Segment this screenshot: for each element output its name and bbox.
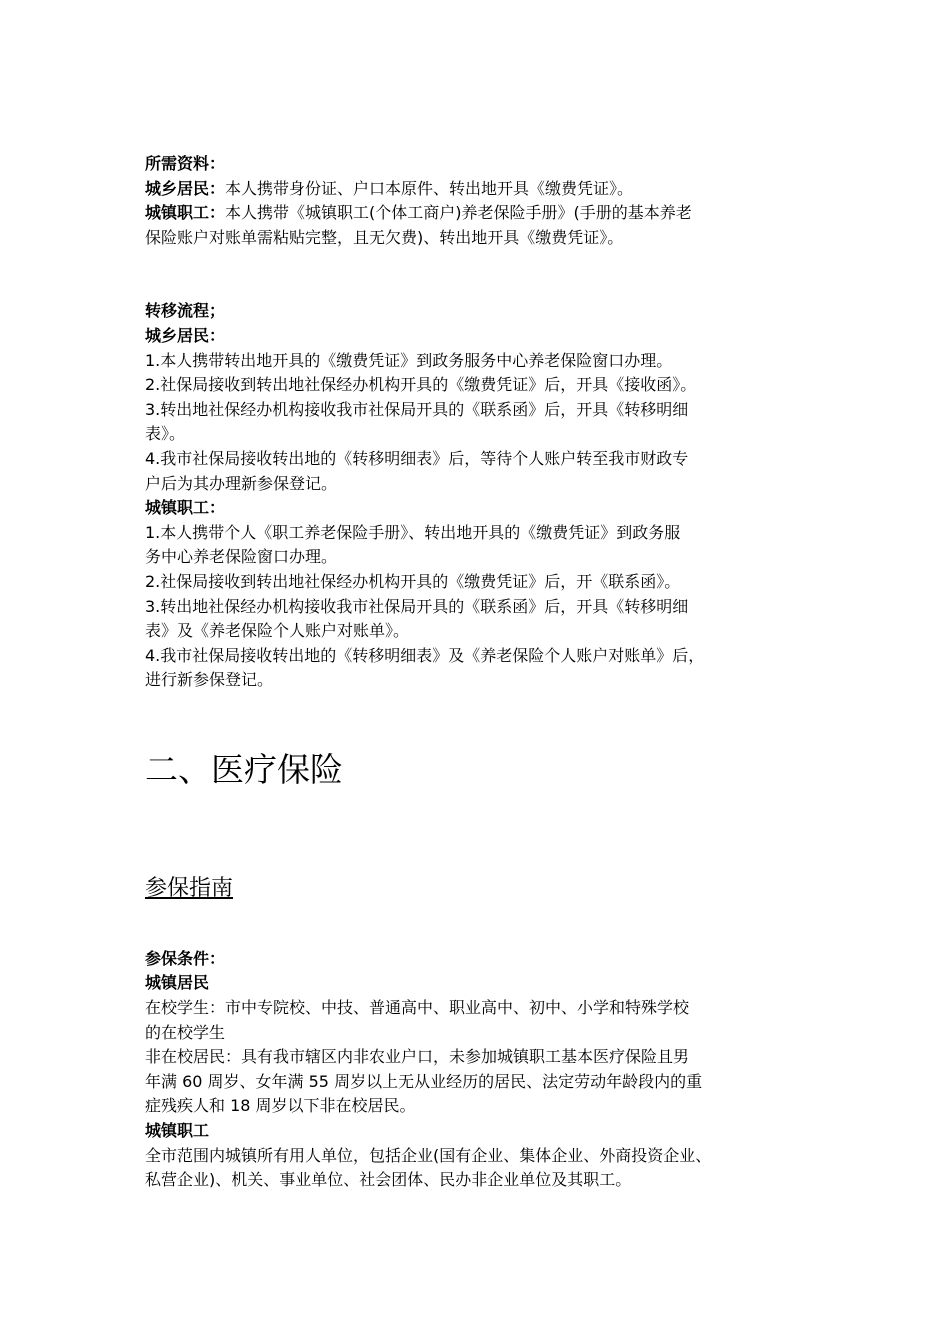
process-urban-worker-label: 城镇职工： bbox=[145, 498, 226, 518]
urban-resident-label: 城镇居民 bbox=[145, 973, 210, 993]
document-page bbox=[145, 152, 825, 1193]
required-urban-worker-text: 本人携带《城镇职工(个体工商户)养老保险手册》(手册的基本养老 bbox=[225, 203, 692, 223]
urban-resident-line: 的在校学生 bbox=[145, 1022, 226, 1042]
required-urban-rural-text: 本人携带身份证、户口本原件、转出地开具《缴费凭证》。 bbox=[225, 178, 634, 198]
spacer bbox=[145, 904, 825, 947]
process-urban-rural-step: 表》。 bbox=[145, 424, 186, 444]
process-urban-rural-step: 3.转出地社保经办机构接收我市社保局开具的《联系函》后，开具《转移明细 bbox=[145, 399, 689, 419]
process-urban-worker-step: 2.社保局接收到转出地社保经办机构开具的《缴费凭证》后，开《联系函》。 bbox=[145, 571, 681, 591]
process-urban-worker-step: 务中心养老保险窗口办理。 bbox=[145, 547, 338, 567]
required-urban-worker bbox=[145, 201, 825, 226]
process-urban-rural-step: 户后为其办理新参保登记。 bbox=[145, 473, 338, 493]
process-urban-rural-step: 4.我市社保局接收转出地的《转移明细表》后，等待个人账户转至我市财政专 bbox=[145, 448, 689, 468]
spacer bbox=[145, 790, 825, 874]
process-title: 转移流程； bbox=[145, 301, 226, 321]
subheading-enrollment-guide: 参保指南 bbox=[145, 875, 234, 901]
spacer bbox=[145, 693, 825, 750]
required-urban-rural-label: 城乡居民： bbox=[145, 178, 226, 198]
required-materials-title: 所需资料： bbox=[145, 154, 226, 173]
section-heading-medical-insurance: 二、医疗保险 bbox=[145, 749, 343, 789]
urban-resident-line: 症残疾人和 18 周岁以下非在校居民。 bbox=[145, 1096, 416, 1116]
process-urban-rural-step: 1.本人携带转出地开具的《缴费凭证》到政务服务中心养老保险窗口办理。 bbox=[145, 350, 673, 370]
process-urban-worker-step: 表》及《养老保险个人账户对账单》。 bbox=[145, 621, 410, 641]
process-urban-worker-step: 进行新参保登记。 bbox=[145, 670, 274, 690]
process-urban-rural-step: 2.社保局接收到转出地社保经办机构开具的《缴费凭证》后，开具《接收函》。 bbox=[145, 375, 697, 395]
process-urban-rural-label: 城乡居民： bbox=[145, 325, 226, 345]
urban-resident-line: 在校学生：市中专院校、中技、普通高中、职业高中、初中、小学和特殊学校 bbox=[145, 998, 690, 1018]
process-urban-worker-step: 4.我市社保局接收转出地的《转移明细表》及《养老保险个人账户对账单》后， bbox=[145, 645, 705, 665]
urban-worker-line: 私营企业)、机关、事业单位、社会团体、民办非企业单位及其职工。 bbox=[145, 1170, 632, 1190]
urban-worker-line: 全市范围内城镇所有用人单位，包括企业(国有企业、集体企业、外商投资企业、 bbox=[145, 1145, 712, 1165]
required-urban-rural bbox=[145, 177, 825, 202]
process-urban-worker-step: 1.本人携带个人《职工养老保险手册》、转出地开具的《缴费凭证》到政务服 bbox=[145, 522, 681, 542]
conditions-title: 参保条件： bbox=[145, 948, 226, 968]
required-urban-worker-label: 城镇职工： bbox=[145, 203, 226, 223]
process-urban-worker-step: 3.转出地社保经办机构接收我市社保局开具的《联系函》后，开具《转移明细 bbox=[145, 596, 689, 616]
urban-resident-line: 非在校居民：具有我市辖区内非农业户口，未参加城镇职工基本医疗保险且男 bbox=[145, 1047, 690, 1067]
spacer bbox=[145, 250, 825, 299]
urban-worker-label: 城镇职工 bbox=[145, 1121, 210, 1141]
required-urban-worker-cont: 保险账户对账单需粘贴完整，且无欠费)、转出地开具《缴费凭证》。 bbox=[145, 227, 624, 247]
urban-resident-line: 年满 60 周岁、女年满 55 周岁以上无从业经历的居民、法定劳动年龄段内的重 bbox=[145, 1071, 703, 1091]
